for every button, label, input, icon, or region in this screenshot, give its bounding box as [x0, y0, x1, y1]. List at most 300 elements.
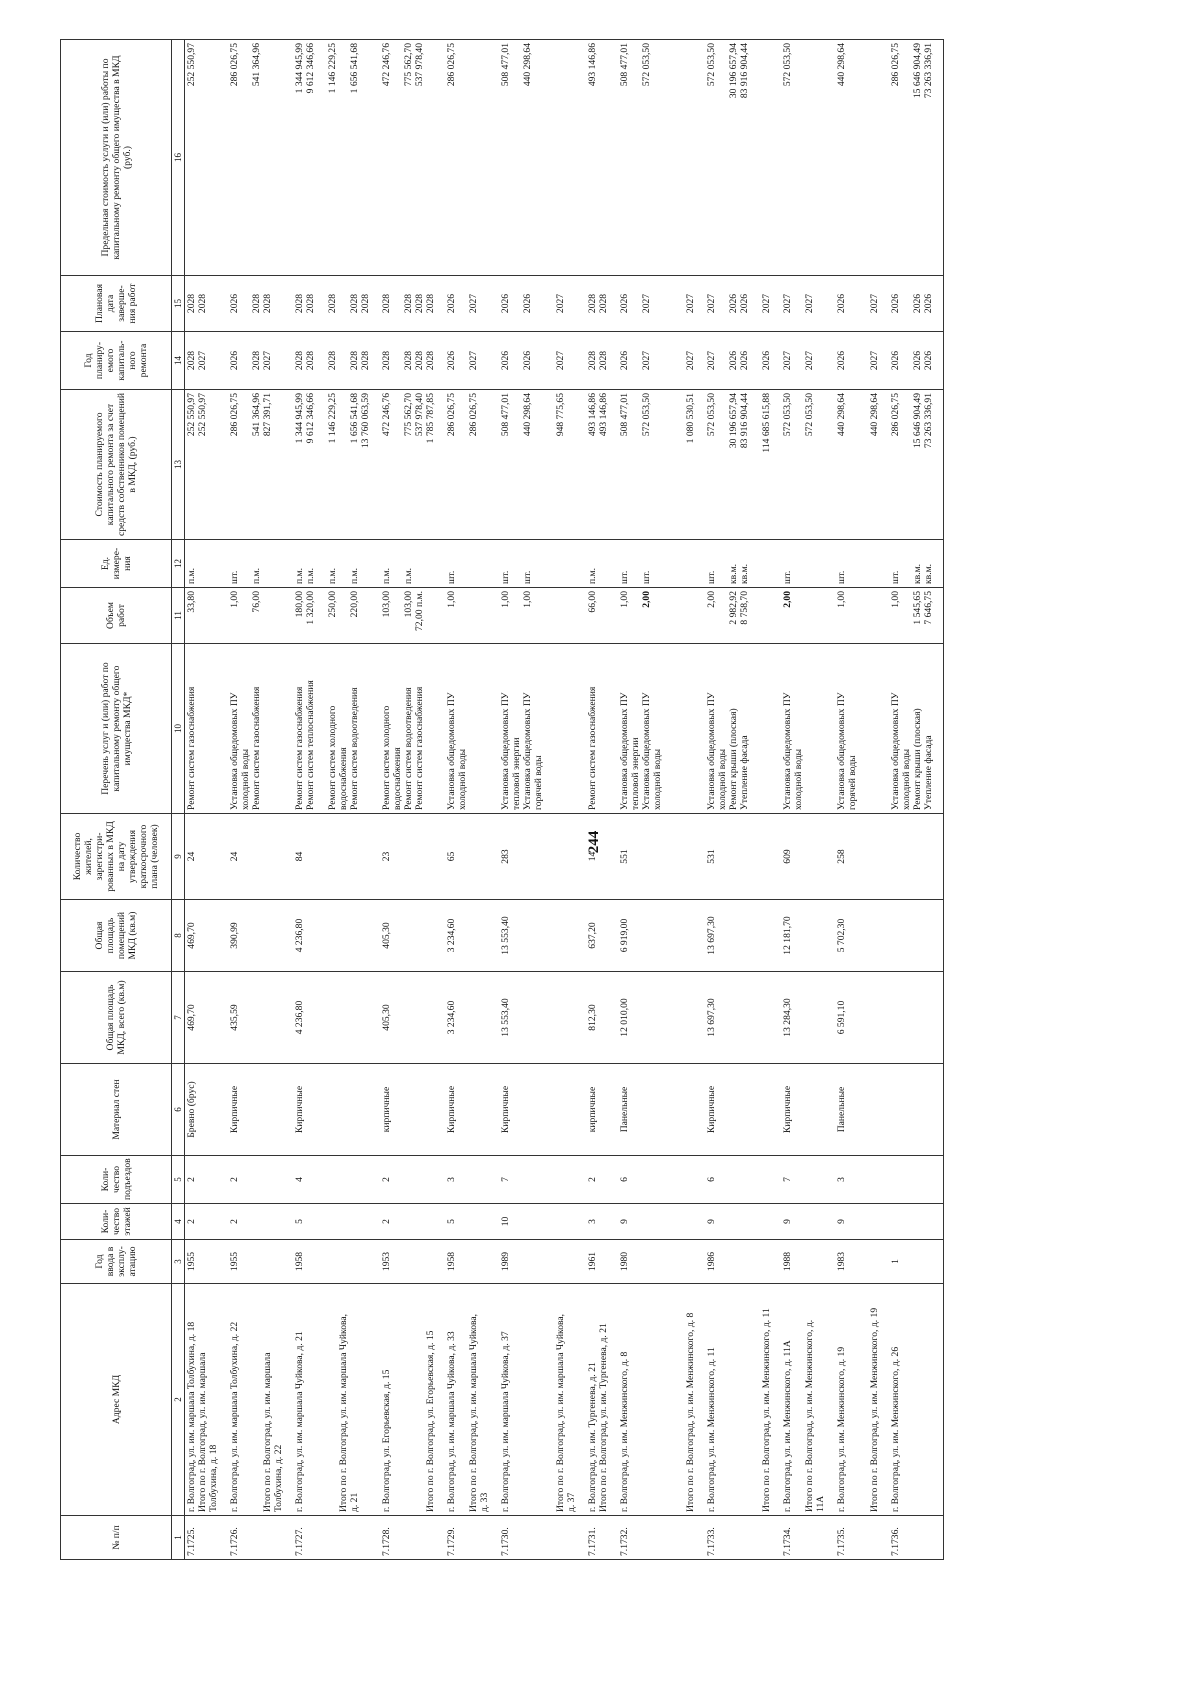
end-date-cell-line: 2027 — [685, 293, 696, 314]
year-built-cell: 1988 — [781, 1240, 827, 1284]
volume-cell-line: 2,00 — [706, 591, 717, 608]
address-cell — [228, 1284, 285, 1516]
cost-cell-line: 1 080 530,51 — [685, 393, 696, 444]
volume-cell-line — [338, 591, 349, 640]
wall-material-cell: кирпичные — [586, 1064, 610, 1156]
spacer-cell — [935, 1516, 944, 1560]
cost-cell-line: 572 053,50 — [782, 393, 793, 437]
volume-cell-line: 76,00 — [251, 591, 262, 613]
spacer-cell — [610, 332, 618, 390]
cost-cell — [835, 390, 881, 540]
works-cell — [499, 644, 578, 814]
volume-cell-line — [717, 591, 728, 640]
spacer-cell — [437, 1240, 445, 1284]
residents-cell: 24 — [185, 814, 221, 900]
end-date-cell-line: 2028 — [197, 293, 208, 314]
spacer-cell — [578, 390, 586, 540]
plan-year-cell-line — [533, 335, 544, 386]
spacer-cell — [372, 1064, 380, 1156]
address-cell-line: г. Волгоград, ул. Егорьевская, д. 15 — [381, 1369, 392, 1512]
spacer-cell — [827, 1284, 835, 1516]
unit-cell-line: шт. — [836, 570, 847, 584]
end-date-cell-line — [392, 279, 403, 328]
cost-cell-line: 572 053,50 — [706, 393, 717, 437]
spacer-cell — [578, 1284, 586, 1516]
spacer-cell — [491, 814, 499, 900]
cost-cell-line — [240, 393, 251, 536]
unit-cell-line: п.м. — [327, 567, 338, 584]
end-date-cell-line — [847, 279, 858, 328]
unit-cell-line: п.м. — [381, 567, 392, 584]
limit-cost-cell-line: 472 246,76 — [381, 43, 392, 87]
unit-cell-line: шт. — [706, 570, 717, 584]
spacer-cell — [881, 40, 889, 276]
column-header-15: Плановая дата заверше-ния работ — [61, 276, 172, 332]
cost-cell-line: 537 978,40 — [414, 393, 425, 437]
spacer-cell — [773, 972, 781, 1064]
address-cell-line — [522, 1287, 533, 1512]
unit-cell-line: шт. — [446, 570, 457, 584]
unit-cell — [586, 540, 610, 588]
spacer-cell — [827, 972, 835, 1064]
floors-cell — [889, 1204, 935, 1240]
floors-cell: 2 — [228, 1204, 285, 1240]
entrances-cell — [889, 1156, 935, 1204]
end-date-cell-line: 2028 — [414, 293, 425, 314]
spacer-cell — [697, 814, 705, 900]
rooms-area-cell: 12 181,70 — [781, 900, 827, 972]
cost-cell-line — [858, 393, 869, 536]
spacer-cell — [935, 1240, 944, 1284]
works-cell-line: Ремонт систем газоснабжения — [186, 686, 197, 810]
spacer-cell — [220, 644, 228, 814]
plan-year-cell-line: 2027 — [685, 350, 696, 371]
row-spacer — [220, 40, 228, 1560]
table-row — [445, 40, 491, 1560]
end-date-cell-line: 2026 — [923, 293, 934, 314]
plan-year-cell-line: 2028 — [251, 350, 262, 371]
spacer-cell — [935, 40, 944, 276]
spacer-cell — [437, 332, 445, 390]
cost-cell-line: 13 760 063,59 — [360, 393, 371, 449]
document-sheet — [60, 40, 1200, 1556]
spacer-cell — [220, 1284, 228, 1516]
volume-cell-line — [901, 591, 912, 640]
entrances-cell: 7 — [781, 1156, 827, 1204]
spacer-cell — [881, 332, 889, 390]
spacer-cell — [881, 390, 889, 540]
end-date-cell-line — [858, 279, 869, 328]
works-cell-line: водоснабжения — [392, 747, 403, 810]
cost-cell — [380, 390, 437, 540]
address-cell-line — [717, 1287, 728, 1512]
residents-cell: 531 — [705, 814, 773, 900]
plan-year-cell — [586, 332, 610, 390]
spacer-cell — [578, 332, 586, 390]
row-spacer — [578, 40, 586, 1560]
spacer-cell — [285, 1240, 293, 1284]
end-date-cell-line — [793, 279, 804, 328]
cost-cell-line: 1 344 945,99 — [294, 393, 305, 444]
spacer-cell — [697, 1156, 705, 1204]
limit-cost-cell-line — [240, 43, 251, 272]
column-header-16: Предельная стоимость услуги и (или) работы по капитальному ремонту общего имущества в МКД (руб.) — [61, 40, 172, 276]
spacer-cell — [773, 540, 781, 588]
plan-year-cell-line: 2026 — [912, 350, 923, 371]
spacer-cell — [578, 1156, 586, 1204]
cost-cell-line — [533, 393, 544, 536]
plan-year-cell-line: 2027 — [197, 350, 208, 371]
cost-cell-line: 83 916 904,44 — [739, 393, 750, 449]
cost-cell — [889, 390, 935, 540]
works-cell-line: Утепление фасада — [923, 735, 934, 810]
spacer-cell — [773, 1064, 781, 1156]
spacer-cell — [491, 1204, 499, 1240]
volume-cell — [781, 588, 827, 644]
volume-cell-line: 103,00 — [381, 591, 392, 618]
spacer-cell — [578, 276, 586, 332]
limit-cost-cell-line: 1 146 229,25 — [327, 43, 338, 94]
unit-cell-line — [901, 543, 912, 584]
spacer-cell — [372, 814, 380, 900]
cost-cell-line: 827 391,71 — [262, 393, 273, 437]
address-cell-line — [544, 1287, 555, 1512]
address-cell — [445, 1284, 491, 1516]
row-number: 7.1726. — [228, 1516, 285, 1560]
plan-year-cell-line: 2028 — [587, 350, 598, 371]
address-cell-line: Итого по г. Волгоград, ул. им. маршала — [262, 1352, 273, 1512]
end-date-cell-line: 2026 — [500, 293, 511, 314]
unit-cell-line: шт. — [229, 570, 240, 584]
entrances-cell: 2 — [185, 1156, 221, 1204]
works-cell-line: Установка общедомовых ПУ — [446, 692, 457, 810]
address-cell-line: Итого по г. Волгоград, ул. Егорьевская, д. 15 — [425, 1330, 436, 1512]
rotated-table-frame — [60, 40, 1188, 1560]
cost-cell-line: 286 026,75 — [468, 393, 479, 437]
spacer-cell — [697, 1240, 705, 1284]
spacer-cell — [437, 972, 445, 1064]
works-cell — [293, 644, 372, 814]
volume-cell-line: 72,00 п.м. — [414, 591, 425, 631]
rooms-area-cell: 3 234,60 — [445, 900, 491, 972]
cost-cell — [185, 390, 221, 540]
end-date-cell-line — [750, 279, 761, 328]
end-date-cell-line — [533, 279, 544, 328]
residents-cell: 609 — [781, 814, 827, 900]
address-cell-line — [240, 1287, 251, 1512]
cost-cell-line — [316, 393, 327, 536]
end-date-cell-line: 2027 — [782, 293, 793, 314]
cost-cell — [781, 390, 827, 540]
volume-cell-line: 1,00 — [836, 591, 847, 608]
column-number-13: 13 — [172, 390, 185, 540]
works-cell — [835, 644, 881, 814]
unit-cell-line — [392, 543, 403, 584]
plan-year-cell-line — [392, 335, 403, 386]
spacer-cell — [437, 814, 445, 900]
volume-cell — [380, 588, 437, 644]
total-area-cell: 405,30 — [380, 972, 437, 1064]
limit-cost-cell-line: 1 344 945,99 — [294, 43, 305, 94]
limit-cost-cell — [586, 40, 610, 276]
volume-cell-line: 2 982,92 — [728, 591, 739, 625]
spacer-cell — [220, 1064, 228, 1156]
floors-cell: 5 — [293, 1204, 372, 1240]
spacer-cell — [437, 540, 445, 588]
total-area-cell: 812,30 — [586, 972, 610, 1064]
limit-cost-cell-line: 83 916 904,44 — [739, 43, 750, 99]
spacer-cell — [491, 644, 499, 814]
plan-year-cell-line: 2026 — [229, 350, 240, 371]
works-cell-line: Установка общедомовых ПУ — [836, 692, 847, 810]
spacer-cell — [285, 1516, 293, 1560]
spacer-cell — [578, 1204, 586, 1240]
total-area-cell: 3 234,60 — [445, 972, 491, 1064]
column-number-12: 12 — [172, 540, 185, 588]
unit-cell-line: кв.м. — [923, 563, 934, 584]
spacer-cell — [491, 1156, 499, 1204]
works-cell — [228, 644, 285, 814]
cost-cell-line: 1 656 541,68 — [349, 393, 360, 444]
address-cell — [889, 1284, 935, 1516]
end-date-cell-line: 2026 — [739, 293, 750, 314]
entrances-cell: 3 — [835, 1156, 881, 1204]
plan-year-cell-line: 2026 — [619, 350, 630, 371]
limit-cost-cell — [705, 40, 773, 276]
works-cell-line: горячей воды — [847, 755, 858, 810]
plan-year-cell-line — [511, 335, 522, 386]
column-number-14: 14 — [172, 332, 185, 390]
entrances-cell: 3 — [445, 1156, 491, 1204]
plan-year-cell-line: 2027 — [869, 350, 880, 371]
plan-year-cell — [499, 332, 578, 390]
spacer-cell — [285, 390, 293, 540]
cost-cell-line: 15 646 904,49 — [912, 393, 923, 449]
end-date-cell-line: 2028 — [360, 293, 371, 314]
spacer-cell — [491, 1064, 499, 1156]
works-cell — [889, 644, 935, 814]
spacer-cell — [491, 540, 499, 588]
volume-cell — [618, 588, 697, 644]
table-row — [380, 40, 437, 1560]
works-cell-line: горячей воды — [533, 755, 544, 810]
plan-year-cell-line — [544, 335, 555, 386]
spacer-cell — [935, 332, 944, 390]
spacer-cell — [881, 644, 889, 814]
cost-cell-line — [901, 393, 912, 536]
volume-cell-line: 1 320,00 — [305, 591, 316, 625]
address-cell-line — [305, 1287, 316, 1512]
spacer-cell — [697, 1516, 705, 1560]
plan-year-cell-line — [750, 335, 761, 386]
year-built-cell: 1986 — [705, 1240, 773, 1284]
unit-cell — [781, 540, 827, 588]
spacer-cell — [610, 40, 618, 276]
end-date-cell-line: 2028 — [587, 293, 598, 314]
volume-cell-line — [511, 591, 522, 640]
cost-cell-line: 114 685 615,88 — [761, 393, 772, 453]
unit-cell-line: шт. — [890, 570, 901, 584]
residents-cell: 84 — [293, 814, 372, 900]
spacer-cell — [881, 814, 889, 900]
address-cell — [781, 1284, 827, 1516]
unit-cell-line — [717, 543, 728, 584]
works-cell-line: Установка общедомовых ПУ — [619, 692, 630, 810]
cost-cell-line — [457, 393, 468, 536]
floors-cell: 10 — [499, 1204, 578, 1240]
spacer-cell — [827, 276, 835, 332]
limit-cost-cell-line — [630, 43, 641, 272]
cost-cell-line: 30 196 657,94 — [728, 393, 739, 449]
end-date-cell-line: 2027 — [869, 293, 880, 314]
spacer-cell — [827, 814, 835, 900]
column-number-3: 3 — [172, 1240, 185, 1284]
row-spacer — [881, 40, 889, 1560]
end-date-cell-line: 2027 — [555, 293, 566, 314]
row-number: 7.1732. — [618, 1516, 697, 1560]
spacer-cell — [491, 972, 499, 1064]
spacer-cell — [610, 1064, 618, 1156]
cost-cell — [445, 390, 491, 540]
spacer-cell — [610, 1516, 618, 1560]
volume-cell-line: 33,80 — [186, 591, 197, 613]
spacer-cell — [773, 900, 781, 972]
spacer-cell — [491, 40, 499, 276]
works-cell-line: Ремонт систем газоснабжения — [587, 686, 598, 810]
plan-year-cell-line — [663, 335, 674, 386]
limit-cost-cell — [618, 40, 697, 276]
works-cell — [781, 644, 827, 814]
end-date-cell-line: 2028 — [294, 293, 305, 314]
works-cell — [185, 644, 221, 814]
wall-material-cell — [889, 1064, 935, 1156]
unit-cell-line: п.м. — [587, 567, 598, 584]
floors-cell: 9 — [835, 1204, 881, 1240]
end-date-cell-line: 2028 — [327, 293, 338, 314]
spacer-cell — [827, 1516, 835, 1560]
address-cell-line — [847, 1287, 858, 1512]
row-number: 7.1733. — [705, 1516, 773, 1560]
cost-cell-line: 440 298,64 — [836, 393, 847, 437]
plan-year-cell-line: 2027 — [641, 350, 652, 371]
spacer-cell — [610, 1204, 618, 1240]
spacer-cell — [697, 900, 705, 972]
entrances-cell: 4 — [293, 1156, 372, 1204]
spacer-cell — [827, 40, 835, 276]
plan-year-cell — [781, 332, 827, 390]
limit-cost-cell-line: 440 298,64 — [836, 43, 847, 87]
year-built-cell: 1958 — [445, 1240, 491, 1284]
end-date-cell-line — [674, 279, 685, 328]
limit-cost-cell — [781, 40, 827, 276]
volume-cell-line: 1,00 — [500, 591, 511, 608]
end-date-cell — [293, 276, 372, 332]
spacer-cell — [697, 540, 705, 588]
spacer-cell — [935, 540, 944, 588]
spacer-cell — [773, 40, 781, 276]
column-number-15: 15 — [172, 276, 185, 332]
unit-cell-line — [511, 543, 522, 584]
cost-cell-line: 9 612 346,66 — [305, 393, 316, 444]
column-number-7: 7 — [172, 972, 185, 1064]
end-date-cell-line — [316, 279, 327, 328]
column-number-5: 5 — [172, 1156, 185, 1204]
works-cell-line: холодной воды — [901, 748, 912, 810]
spacer-cell — [935, 588, 944, 644]
works-cell-line: тепловой энергии — [630, 737, 641, 810]
unit-cell — [705, 540, 773, 588]
address-cell-line: г. Волгоград, ул. им. Менжинского, д. 19 — [836, 1346, 847, 1512]
limit-cost-cell-line: 537 978,40 — [414, 43, 425, 87]
rooms-area-cell: 390,99 — [228, 900, 285, 972]
residents-cell: 24 — [228, 814, 285, 900]
column-header-4: Коли-чество этажей — [61, 1204, 172, 1240]
volume-cell-line: 1,00 — [446, 591, 457, 608]
unit-cell-line — [338, 543, 349, 584]
spacer-cell — [437, 1204, 445, 1240]
spacer-cell — [610, 644, 618, 814]
row-number: 7.1725. — [185, 1516, 221, 1560]
total-area-cell: 12 010,00 — [618, 972, 697, 1064]
works-cell-line: Ремонт систем водоотведения — [403, 687, 414, 810]
cost-cell — [499, 390, 578, 540]
address-cell-line — [652, 1287, 663, 1512]
year-built-cell: 1989 — [499, 1240, 578, 1284]
works-cell-line: Установка общедомовых ПУ — [706, 692, 717, 810]
spacer-cell — [610, 276, 618, 332]
address-cell-line: Итого по г. Волгоград, ул. им. маршала Чуйкова, — [338, 1313, 349, 1512]
volume-cell-line — [630, 591, 641, 640]
limit-cost-cell-line — [901, 43, 912, 272]
spacer-cell — [881, 1156, 889, 1204]
cost-cell-line: 286 026,75 — [890, 393, 901, 437]
column-number-8: 8 — [172, 900, 185, 972]
cost-cell-line: 508 477,01 — [619, 393, 630, 437]
spacer-cell — [220, 1516, 228, 1560]
residents-cell: 283 — [499, 814, 578, 900]
spacer-cell — [372, 972, 380, 1064]
floors-cell: 9 — [705, 1204, 773, 1240]
spacer-cell — [697, 332, 705, 390]
spacer-cell — [773, 390, 781, 540]
spacer-cell — [935, 1204, 944, 1240]
works-cell-line: Ремонт систем холодного — [327, 705, 338, 810]
entrances-cell: 6 — [618, 1156, 697, 1204]
table-body — [185, 40, 944, 1560]
row-spacer — [697, 40, 705, 1560]
works-cell-line: холодной воды — [652, 748, 663, 810]
plan-year-cell-line: 2028 — [327, 350, 338, 371]
residents-cell — [889, 814, 935, 900]
spacer-cell — [697, 1284, 705, 1516]
unit-cell-line: шт. — [641, 570, 652, 584]
cost-cell-line — [544, 393, 555, 536]
limit-cost-cell-line: 493 146,86 — [587, 43, 598, 87]
limit-cost-cell-line: 508 477,01 — [500, 43, 511, 87]
address-cell-line — [511, 1287, 522, 1512]
spacer-cell — [437, 1156, 445, 1204]
spacer-cell — [935, 390, 944, 540]
address-cell — [705, 1284, 773, 1516]
spacer-cell — [578, 814, 586, 900]
cost-cell — [586, 390, 610, 540]
column-header-6: Материал стен — [61, 1064, 172, 1156]
works-cell — [586, 644, 610, 814]
plan-year-cell-line: 2026 — [890, 350, 901, 371]
floors-cell: 9 — [618, 1204, 697, 1240]
address-cell — [185, 1284, 221, 1516]
works-cell-line — [316, 647, 327, 810]
